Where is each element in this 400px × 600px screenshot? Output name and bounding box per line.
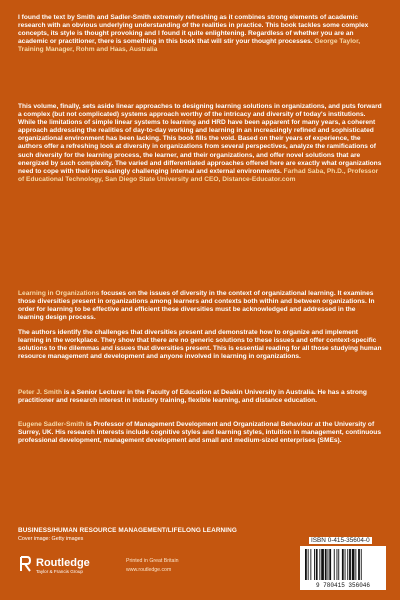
routledge-logo-icon <box>18 555 32 573</box>
barcode-bar <box>349 549 351 580</box>
author-bio-2 <box>18 421 382 445</box>
barcode-bar <box>337 549 338 580</box>
description-paragraph-1 <box>18 290 382 322</box>
barcode-bar <box>347 549 348 580</box>
barcode-bar <box>352 549 355 580</box>
publisher-logo <box>18 555 108 585</box>
barcode-bar <box>334 549 335 580</box>
barcode-bar <box>361 549 362 580</box>
book-title-highlight: Learning in Organizations <box>18 290 100 297</box>
isbn-label: ISBN 0-415-35604-0 <box>311 537 370 544</box>
author-bio-1 <box>18 389 382 405</box>
barcode-number: 9 780415 356046 <box>315 582 371 589</box>
barcode-bar <box>328 549 329 580</box>
review-2-text: This volume, finally, sets aside linear approaches to designing learning solutions in organizations, and puts forward a complex (but not complicated) systems approach worthy of the intricacy and diversity of today's institutions. While the limitations of simple linear systems to learning and HRD have been apparent for many years, a coherent approach addressing the realities of day-to-day working and learning in an increasingly refined and sophisticated organizational environment has been lacking. This book fills the void. Based on their years of experience, the authors offer a refreshing look at diversity in organizations from several perspectives, analyze the ramifications of such diversity for the learning process, the learner, and their organizations, and offer novel solutions that are energized by such complexity. The varied and differentiated approaches offered here are exactly what organizations need to cope with their increasingly challenging internal and external environments. <box>18 103 382 175</box>
printed-location: Printed in Great Britain <box>126 558 179 564</box>
barcode-bar <box>308 549 309 580</box>
barcode-bar <box>314 549 315 580</box>
barcode-bar <box>325 549 327 580</box>
author-name-1: Peter J. Smith <box>18 389 62 396</box>
barcode-bar <box>338 549 339 580</box>
author-name-2: Eugene Sadler-Smith <box>18 421 85 428</box>
review-1-attribution: George Taylor, Training Manager, Rohm and Haas, Australia <box>18 38 361 54</box>
barcode-bar <box>329 549 331 580</box>
barcode-bar <box>342 549 344 580</box>
barcode-bar <box>358 549 360 580</box>
review-2 <box>18 103 382 184</box>
barcode-bar <box>310 549 311 580</box>
publisher-website: www.routledge.com <box>126 567 172 573</box>
description-paragraph-2 <box>18 329 382 361</box>
description-text-1: focuses on the issues of diversity in the context of organizational learning. It examines those diversities present in organizations among learners and contexts both within and between organizations. In order for learning to be effective and efficient these diversities must be acknowledged and addressed in the learning design process. <box>18 290 375 322</box>
description-text-2: The authors identify the challenges that diversities present and demonstrate how to organize and implement learning in the workplace. They show that there are no generic solutions to these issues and offer context-specific solutions to the dilemmas and issues that diversities present. This is essential reading for all those studying human resource management and development and anyone involved in learning in organizations. <box>18 329 382 361</box>
barcode-bar <box>355 549 356 580</box>
subject-category: BUSINESS/HUMAN RESOURCE MANAGEMENT/LIFELONG LEARNING <box>18 527 237 534</box>
cover-image-credit: Cover image: Getty images <box>18 536 84 542</box>
barcode-bar <box>305 549 307 580</box>
review-2-attribution: Farhad Saba, Ph.D., Professor of Educational Technology, San Diego State University and CEO, Distance-Educator.com <box>18 167 379 183</box>
printed-info <box>126 557 178 575</box>
review-1-text: I found the text by Smith and Sadler-Smith extremely refreshing as it combines strong elements of academic research with an obvious underlying understanding of the realities in practice. This book tackles some complex concepts, its style is thought provoking and I found it quite enlightening. Regardless of whether you are an academic or practitioner, there is something in this book that will stir your thought processes. <box>18 14 369 46</box>
barcode-bar <box>316 549 318 580</box>
publisher-group: Taylor & Francis Group <box>36 569 83 574</box>
barcode <box>300 546 386 590</box>
author-bio-text-2: is Professor of Management Development and Organizational Behaviour at the University of Surrey, UK. His research interests include cognitive styles and learning styles, intuition in management, continuous professional development, management development and small and medium-sized enterprises (SMEs). <box>18 421 381 445</box>
author-bio-text-1: is a Senior Lecturer in the Faculty of Education at Deakin University in Australia. He has a strong practitioner and research interest in industry training, flexible learning, and distance education. <box>18 389 367 405</box>
barcode-bar <box>345 549 346 580</box>
barcode-bar <box>319 549 320 580</box>
barcode-bar <box>321 549 324 580</box>
publisher-name: Routledge <box>36 557 90 569</box>
review-1 <box>18 14 382 54</box>
